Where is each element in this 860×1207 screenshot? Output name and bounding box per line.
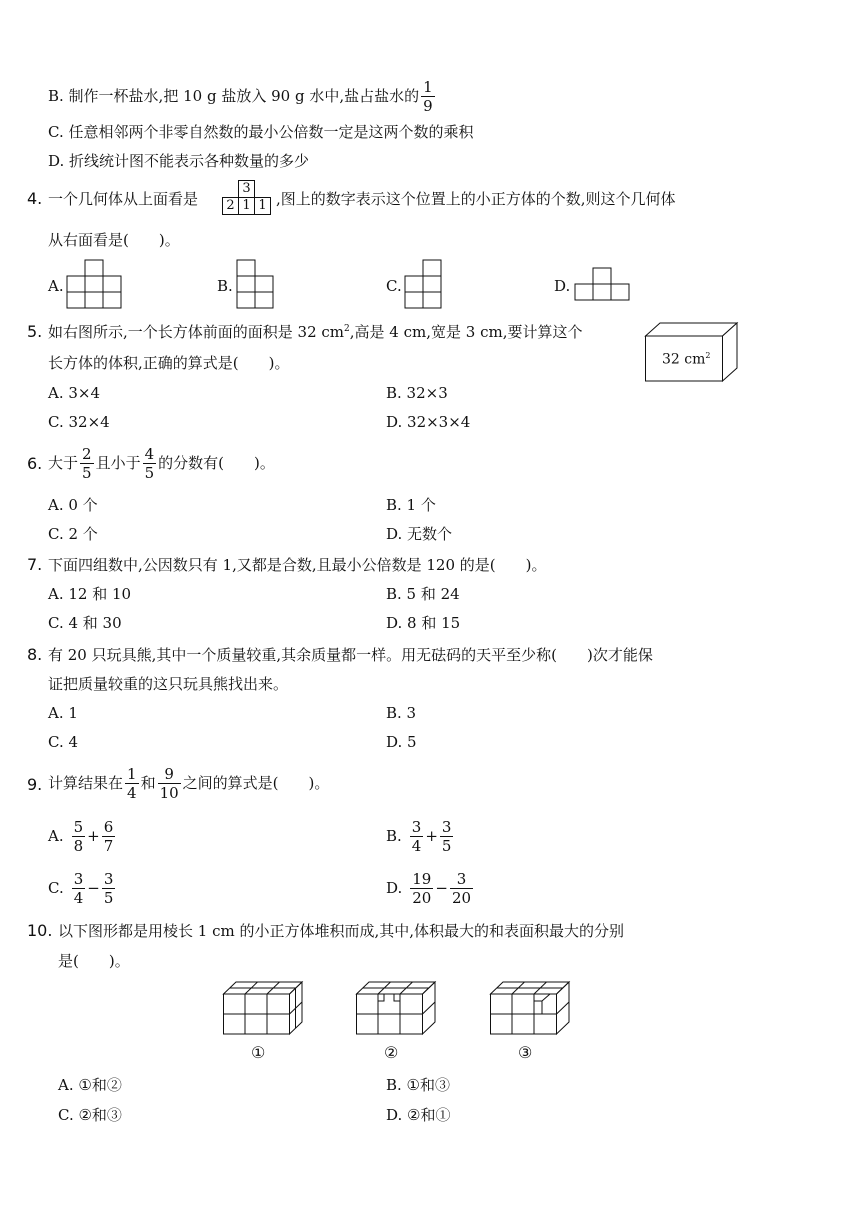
q6-option-d: D. 无数个: [386, 525, 453, 543]
q10-option-d: D. ②和①: [386, 1106, 451, 1124]
q9-fraction-2: $\frac{9}{10}$: [159, 765, 179, 802]
q6-number: 6.: [27, 454, 43, 473]
grid-cell: 3: [239, 181, 255, 198]
q10-option-c: C. ②和③: [58, 1106, 122, 1124]
q4-option-b-figure: [237, 260, 277, 310]
q8-line1: 有 20 只玩具熊,其中一个质量较重,其余质量都一样。用无砝码的天平至少称( )次才能保: [48, 646, 653, 664]
q10-figure-label-2: ②: [384, 1043, 399, 1062]
q5-line1: 如右图所示,一个长方体前面的面积是 32 $cm^2$,高是 4 cm,宽是 3 cm,要计算这个: [48, 323, 583, 341]
q9-option-a: A. $\frac{5}{8}$ + $\frac{6}{7}$: [48, 818, 114, 855]
q6-option-b: B. 1 个: [386, 496, 436, 514]
q10-line1: 以下图形都是用棱长 1 cm 的小正方体堆积而成,其中,体积最大的和表面积最大的分别: [58, 922, 625, 940]
grid-cell: 1: [255, 198, 271, 215]
q8-option-a: A. 1: [48, 704, 78, 722]
q4-option-c-label: C.: [386, 277, 402, 295]
q5-line2: 长方体的体积,正确的算式是( )。: [48, 354, 290, 372]
q6-option-c: C. 2 个: [48, 525, 98, 543]
q9-option-b: B. $\frac{3}{4}$ + $\frac{3}{5}$: [386, 818, 452, 855]
q9-stem: 计算结果在 $\frac{1}{4}$ 和 $\frac{9}{10}$ 之间的算式是( )。: [48, 765, 330, 802]
q7-number: 7.: [27, 555, 43, 574]
q4-text-a: 一个几何体从上面看是: [48, 190, 199, 208]
q5-option-b: B. 32×3: [386, 384, 448, 402]
q10-figure-label-3: ③: [518, 1043, 533, 1062]
grid-cell: 2: [223, 198, 239, 215]
q5-cuboid-label: 32 $cm^2$: [662, 351, 711, 368]
q7-option-a: A. 12 和 10: [48, 585, 132, 603]
q10-figure-2: [356, 981, 438, 1037]
q6-fraction-2: $\frac{4}{5}$: [144, 445, 155, 482]
q3-option-c: C. 任意相邻两个非零自然数的最小公倍数一定是这两个数的乘积: [48, 123, 474, 141]
q10-option-b: B. ①和③: [386, 1076, 451, 1094]
q4-top-view-grid: [222, 180, 271, 215]
q4-option-a-figure: [67, 260, 127, 310]
q7-stem: 下面四组数中,公因数只有 1,又都是合数,且最小公倍数是 120 的是( )。: [48, 556, 547, 574]
q4-text-c: 从右面看是( )。: [48, 231, 180, 249]
q3-fraction: $\frac{1}{9}$: [423, 78, 433, 115]
q7-option-d: D. 8 和 15: [386, 614, 461, 632]
q4-option-d-label: D.: [554, 277, 571, 295]
q8-option-c: C. 4: [48, 733, 79, 751]
q9-fraction-1: $\frac{1}{4}$: [127, 765, 137, 802]
q10-option-a: A. ①和②: [58, 1076, 122, 1094]
q4-option-d-figure: [575, 268, 635, 308]
q3-option-b: [48, 78, 437, 115]
q10-number: 10.: [27, 921, 53, 940]
q5-number: 5.: [27, 322, 43, 341]
q3-option-d: D. 折线统计图不能表示各种数量的多少: [48, 152, 310, 170]
q7-option-b: B. 5 和 24: [386, 585, 460, 603]
q4-text-b: ,图上的数字表示这个位置上的小正方体的个数,则这个几何体: [276, 190, 676, 208]
q4-option-c-figure: [405, 260, 445, 310]
q3-option-b-text: B. 制作一杯盐水,把 10 g 盐放入 90 g 水中,盐占盐水的: [48, 87, 420, 105]
q6-stem: 大于 $\frac{2}{5}$ 且小于 $\frac{4}{5}$ 的分数有( )。: [48, 445, 275, 482]
q7-option-c: C. 4 和 30: [48, 614, 122, 632]
q8-number: 8.: [27, 645, 43, 664]
q10-figure-1: [223, 981, 305, 1037]
q4-number: 4.: [27, 189, 43, 208]
q8-option-d: D. 5: [386, 733, 417, 751]
q5-option-c: C. 32×4: [48, 413, 110, 431]
q9-number: 9.: [27, 775, 43, 794]
q4-option-a-label: A.: [48, 277, 64, 295]
q6-option-a: A. 0 个: [48, 496, 98, 514]
grid-cell: 1: [239, 198, 255, 215]
q10-line2: 是( )。: [58, 952, 130, 970]
q10-figure-3: [490, 981, 572, 1037]
q9-option-c: C. $\frac{3}{4}$ − $\frac{3}{5}$: [48, 870, 114, 907]
q9-option-d: D. $\frac{19}{20}$ − $\frac{3}{20}$: [386, 870, 472, 907]
q8-option-b: B. 3: [386, 704, 417, 722]
q8-line2: 证把质量较重的这只玩具熊找出来。: [48, 675, 289, 693]
q4-option-b-label: B.: [217, 277, 233, 295]
q5-option-d: D. 32×3×4: [386, 413, 471, 431]
q10-figure-label-1: ①: [251, 1043, 266, 1062]
q5-option-a: A. 3×4: [48, 384, 101, 402]
q6-fraction-1: $\frac{2}{5}$: [82, 445, 92, 482]
